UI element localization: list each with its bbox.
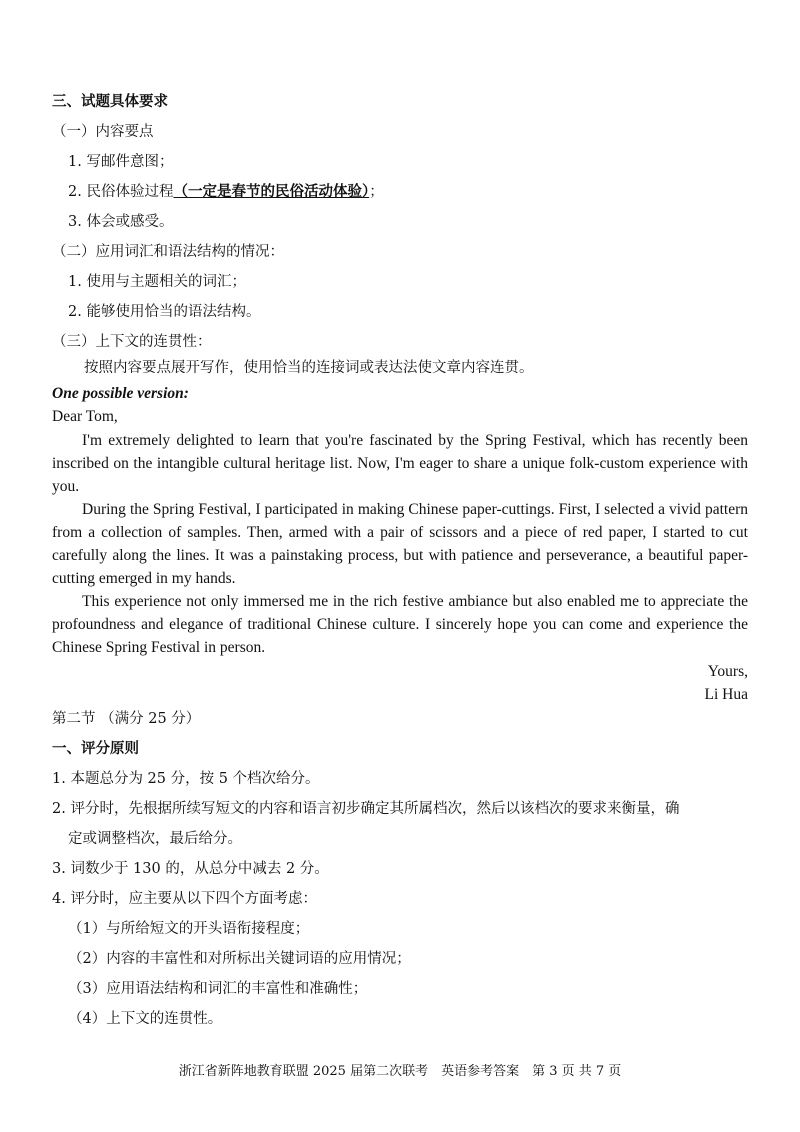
content-point-2: [68, 181, 384, 203]
scoring-rule-2-line-1: 2. 评分时，先根据所续写短文的内容和语言初步确定其所属档次，然后以该档次的要求来衡量，确: [52, 801, 680, 817]
letter-paragraph-1: I'm extremely delighted to learn that you're fascinated by the Spring Festival, which has recently been inscribed on the intangible cultural heritage list. Now, I'm eager to share a unique folk-custom experience with you.: [52, 432, 748, 495]
scoring-principles-heading: 一、评分原则: [52, 740, 139, 757]
scoring-aspect-1: （1）与所给短文的开头语衔接程度；: [68, 921, 310, 937]
content-point-1: 1. 写邮件意图；: [68, 154, 174, 170]
vocab-grammar-title: （二）应用词汇和语法结构的情况：: [52, 244, 284, 260]
scoring-aspect-2: （2）内容的丰富性和对所标出关键词语的应用情况；: [68, 951, 411, 967]
content-point-2-emphasis: （一定是春节的民俗活动体验）: [173, 183, 370, 200]
content-points-title: （一）内容要点: [52, 124, 154, 140]
letter-paragraph-3: This experience not only immersed me in the rich festive ambiance but also enabled me to appreciate the profoundness and elegance of traditional Chinese culture. I sincerely hope you can come and experience the Chinese Spring Festival in person.: [52, 593, 748, 656]
scoring-rule-3: 3. 词数少于 130 的，从总分中减去 2 分。: [52, 861, 329, 877]
scoring-rule-1: 1. 本题总分为 25 分，按 5 个档次给分。: [52, 771, 320, 787]
vocab-point-1: 1. 使用与主题相关的词汇；: [68, 274, 246, 290]
vocab-point-2: 2. 能够使用恰当的语法结构。: [68, 304, 261, 320]
section2-title: 第二节 （满分 25 分）: [52, 711, 201, 727]
sample-label: One possible version:: [52, 385, 189, 402]
letter-greeting: Dear Tom,: [52, 408, 118, 425]
content-point-3: 3. 体会或感受。: [68, 214, 174, 230]
letter-signature: Li Hua: [704, 686, 748, 703]
coherence-text: 按照内容要点展开写作，使用恰当的连接词或表达法使文章内容连贯。: [84, 360, 534, 376]
scoring-aspect-4: （4）上下文的连贯性。: [68, 1011, 223, 1027]
content-point-2-suffix: ；: [369, 184, 384, 200]
letter-paragraph-2: During the Spring Festival, I participated in making Chinese paper-cuttings. First, I selected a vivid pattern from a collection of samples. Then, armed with a pair of scissors and a piece of red paper, I started to cut carefully along the lines. It was a painstaking process, but with patience and perseverance, a beautiful paper-cutting emerged in my hands.: [52, 501, 748, 587]
coherence-title: （三）上下文的连贯性：: [52, 334, 212, 350]
scoring-aspect-3: （3）应用语法结构和词汇的丰富性和准确性；: [68, 981, 368, 997]
page-footer: 浙江省新阵地教育联盟 2025 届第二次联考 英语参考答案 第 3 页 共 7 页: [178, 1064, 622, 1079]
scoring-rule-2-line-2: 定或调整档次，最后给分。: [68, 831, 242, 847]
content-point-2-text: 2. 民俗体验过程: [68, 184, 174, 200]
letter-closing: Yours,: [707, 663, 748, 680]
section3-heading: 三、试题具体要求: [52, 93, 168, 110]
scoring-rule-4: 4. 评分时，应主要从以下四个方面考虑：: [52, 891, 317, 907]
